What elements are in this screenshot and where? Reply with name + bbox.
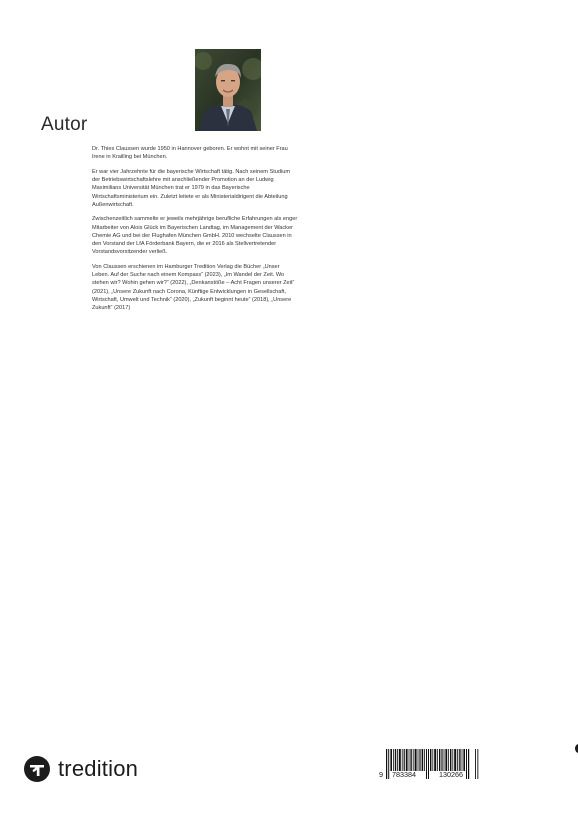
author-portrait-image [195, 49, 261, 131]
bio-paragraph: Dr. Thies Claussen wurde 1950 in Hannover geboren. Er wohnt mit seiner Frau Irene in Krailling bei München. [92, 146, 288, 161]
bio-paragraph: Zwischenzeitlich sammelte er jeweils mehrjährige berufliche Erfahrungen als enger Mitarbeiter von Alois Glück im Bayerischen Landtag, im Management der Wacker Chemie AG und bei der Flughafen München GmbH. 2010 wechselte Claussen in den Vorstand der LfA Förderbank Bayern, die er 2016 als Stellvertretender Vorstandsvorsitzender verließ. [92, 216, 298, 256]
tredition-logo-icon [24, 756, 50, 782]
bio-paragraph: Er war vier Jahrzehnte für die bayerische Wirtschaft tätig. Nach seinem Studium der Betriebswirtschaftslehre mit anschließender Promotion an der Ludwig Maximilians Universität München trat er 1979 in das Bayerische Wirtschaftsministerium ein. Zuletzt leitete er als Ministerialdirigent die Abteilung Außenwirtschaft. [92, 168, 291, 208]
publisher-brand [24, 755, 138, 783]
publisher-name: tredition [58, 756, 139, 781]
section-heading: Autor [41, 114, 88, 135]
barcode-group-left: 783384 [392, 770, 416, 779]
barcode-digit-first: 9 [379, 770, 383, 779]
author-photo [195, 49, 261, 131]
author-bio [92, 145, 298, 319]
bio-paragraph: Von Claussen erschienen im Hamburger Tredition Verlag die Bücher „Unser Leben. Auf der Suche nach einem Kompass“ (2023), „Im Wandel der Zeit. Wo stehen wir? Wohin gehen wir?“ (2022), „Denkanstöße – Acht Fragen unserer Zeit“ (2021), „Unsere Zukunft nach Corona, Künftige Entwicklungen in Gesellschaft, Wirtschaft, Umwelt und Technik“ (2020), „Zukunft beginnt heute“ (2018), „Unsere Zukunft“ (2017) [92, 263, 295, 311]
barcode-group-right: 130266 [439, 770, 463, 779]
